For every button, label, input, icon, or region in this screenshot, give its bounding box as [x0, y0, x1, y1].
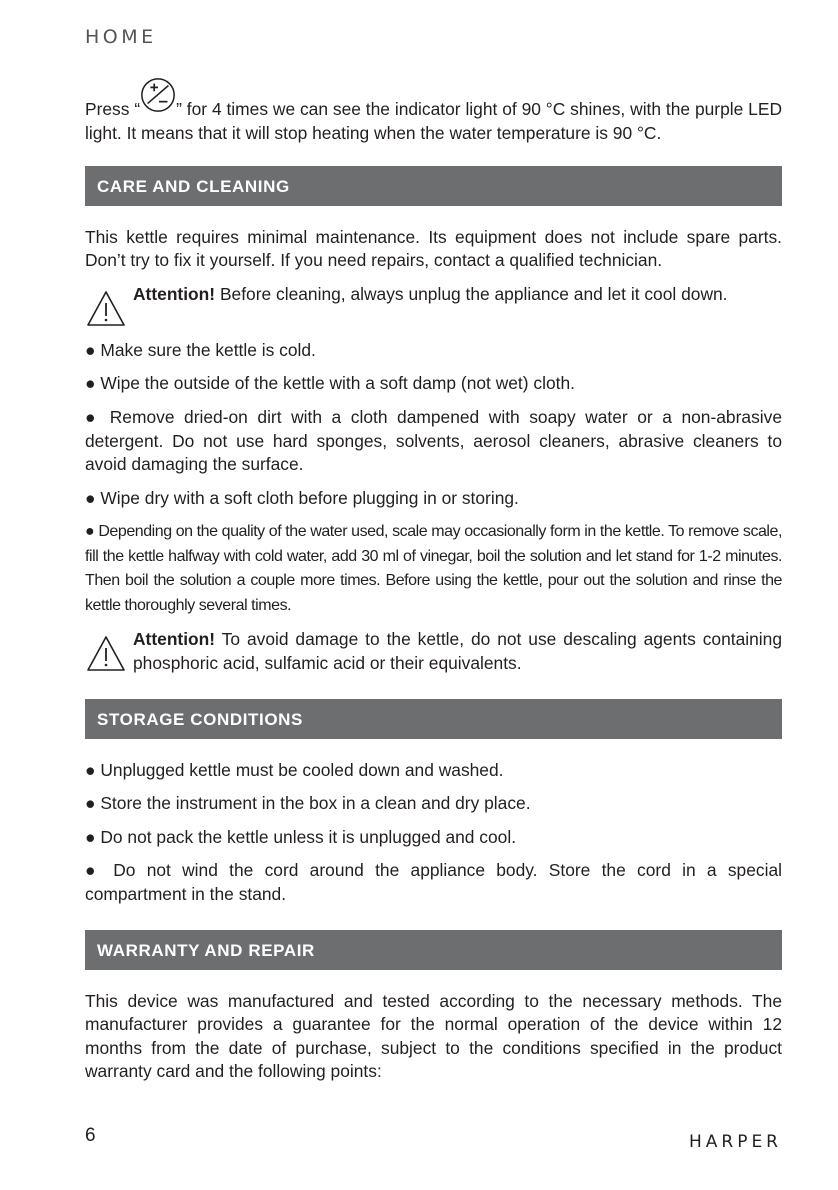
warning-triangle-icon — [85, 289, 127, 329]
section-care-title: CARE AND CLEANING — [85, 166, 782, 206]
intro-paragraph — [85, 84, 782, 146]
attention-label: Attention! — [133, 283, 216, 304]
list-item: ● Depending on the quality of the water used, scale may occasionally form in the kettle. To remove scale, fill the kettle halfway with cold water, add 30 ml of vinegar, boil the solution and let stand for 1-2 minutes. Then boil the solution a couple more times. Before using the kettle, pour out the solution and rinse the kettle thoroughly several times. — [85, 523, 782, 614]
attention-text: To avoid damage to the kettle, do not use descaling agents containing phosphoric acid, sulfamic acid or their equivalents. — [133, 629, 782, 673]
attention-text: Before cleaning, always unplug the appliance and let it cool down. — [215, 283, 728, 304]
list-item: ● Remove dried-on dirt with a cloth dampened with soapy water or a non-abrasive detergent. Do not use hard sponges, solvents, aerosol cleaners, abrasive cleaners to avoid damaging the surface. — [85, 406, 782, 475]
list-item: ● Do not wind the cord around the appliance body. Store the cord in a special compartment in the stand. — [85, 860, 782, 904]
attention-block-descaling — [85, 628, 782, 675]
list-item: ● Wipe the outside of the kettle with a soft damp (not wet) cloth. — [85, 373, 575, 394]
home-logo: HOME — [85, 26, 157, 48]
attention-block-unplug — [85, 283, 782, 329]
list-item: ● Make sure the kettle is cold. — [85, 339, 316, 360]
warning-triangle-icon — [85, 634, 127, 674]
care-intro: This kettle requires minimal maintenance. Its equipment does not include spare parts. Don’t try to fix it yourself. If you need repairs, contact a qualified technician. — [85, 226, 782, 271]
intro-press-suffix: ” for 4 times we can see the indicator light of 90 °C shines, with the purple LED light. It means that it will stop heating when the water temperature is 90 °C. — [85, 99, 783, 143]
list-item: ● Wipe dry with a soft cloth before plugging in or storing. — [85, 487, 519, 508]
list-item: ● Do not pack the kettle unless it is unplugged and cool. — [85, 826, 517, 847]
harper-logo: HARPER — [688, 1132, 782, 1152]
page-content — [85, 84, 782, 1084]
section-warranty-title: WARRANTY AND REPAIR — [85, 930, 782, 970]
intro-press-prefix: Press “ — [85, 99, 141, 119]
plus-minus-button-icon — [139, 76, 177, 114]
section-storage-title: STORAGE CONDITIONS — [85, 699, 782, 739]
warranty-paragraph: This device was manufactured and tested according to the necessary methods. The manufacturer provides a guarantee for the normal operation of the device within 12 months from the date of purchase, subject to the conditions specified in the product warranty card and the following points: — [85, 990, 782, 1082]
list-item: ● Store the instrument in the box in a clean and dry place. — [85, 793, 531, 814]
list-item: ● Unplugged kettle must be cooled down and washed. — [85, 759, 504, 780]
attention-label: Attention! — [133, 629, 216, 650]
page-number: 6 — [85, 1125, 96, 1146]
